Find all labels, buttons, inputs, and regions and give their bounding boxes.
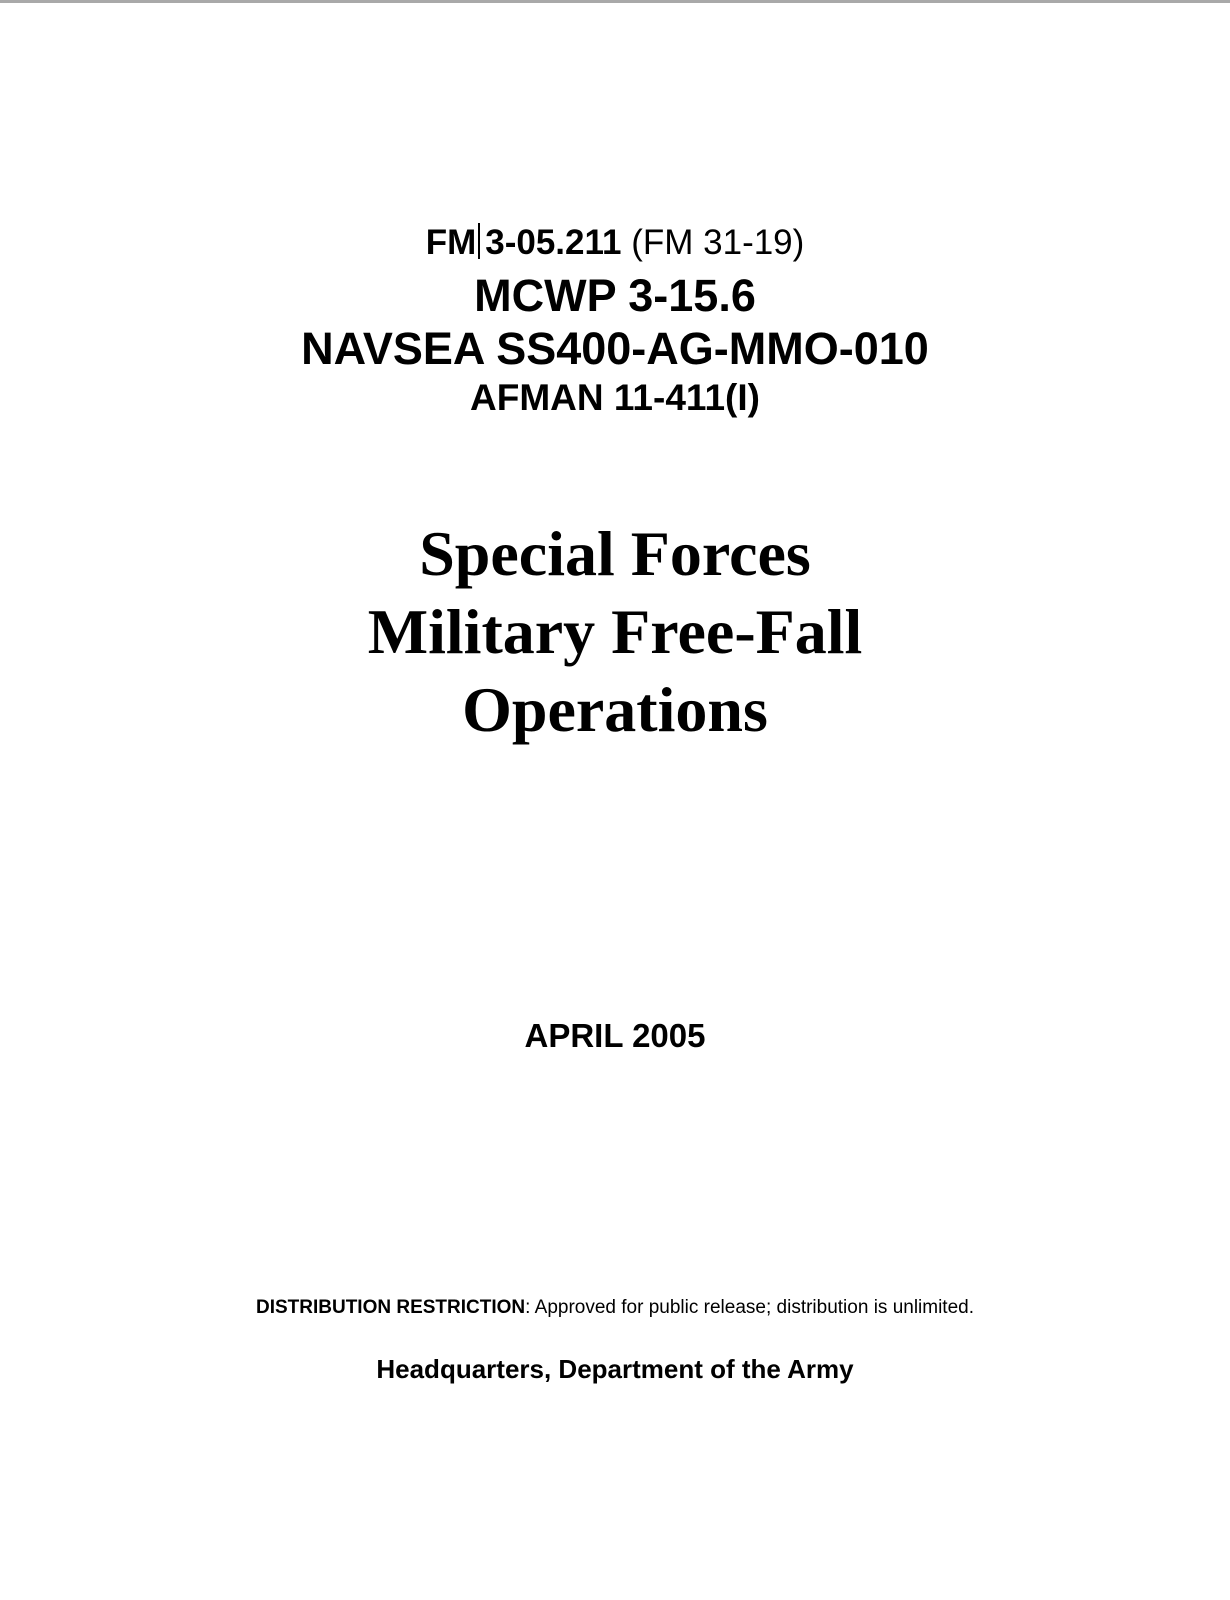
fm-number: 3-05.211 (485, 223, 622, 262)
distribution-restriction (0, 1296, 1230, 1320)
text-cursor (478, 223, 480, 259)
document-title (0, 515, 1230, 749)
distribution-label: DISTRIBUTION RESTRICTION (255, 1297, 526, 1318)
afman-designation: AFMAN 11-411(I) (470, 377, 760, 418)
publication-date: APRIL 2005 (524, 1017, 706, 1054)
fm-former-number: (FM 31-19) (631, 223, 805, 262)
fm-designation (0, 222, 1230, 264)
headquarters: Headquarters, Department of the Army (376, 1354, 854, 1384)
distribution-text: : Approved for public release; distribution is unlimited. (525, 1297, 975, 1318)
navsea-designation: NAVSEA SS400-AG-MMO-010 (301, 323, 929, 374)
title-line-2: Military Free-Fall (367, 596, 863, 667)
mcwp-designation: MCWP 3-15.6 (474, 270, 756, 321)
fm-prefix: FM (425, 223, 477, 262)
title-line-1: Special Forces (419, 518, 811, 589)
title-line-3: Operations (462, 674, 768, 745)
